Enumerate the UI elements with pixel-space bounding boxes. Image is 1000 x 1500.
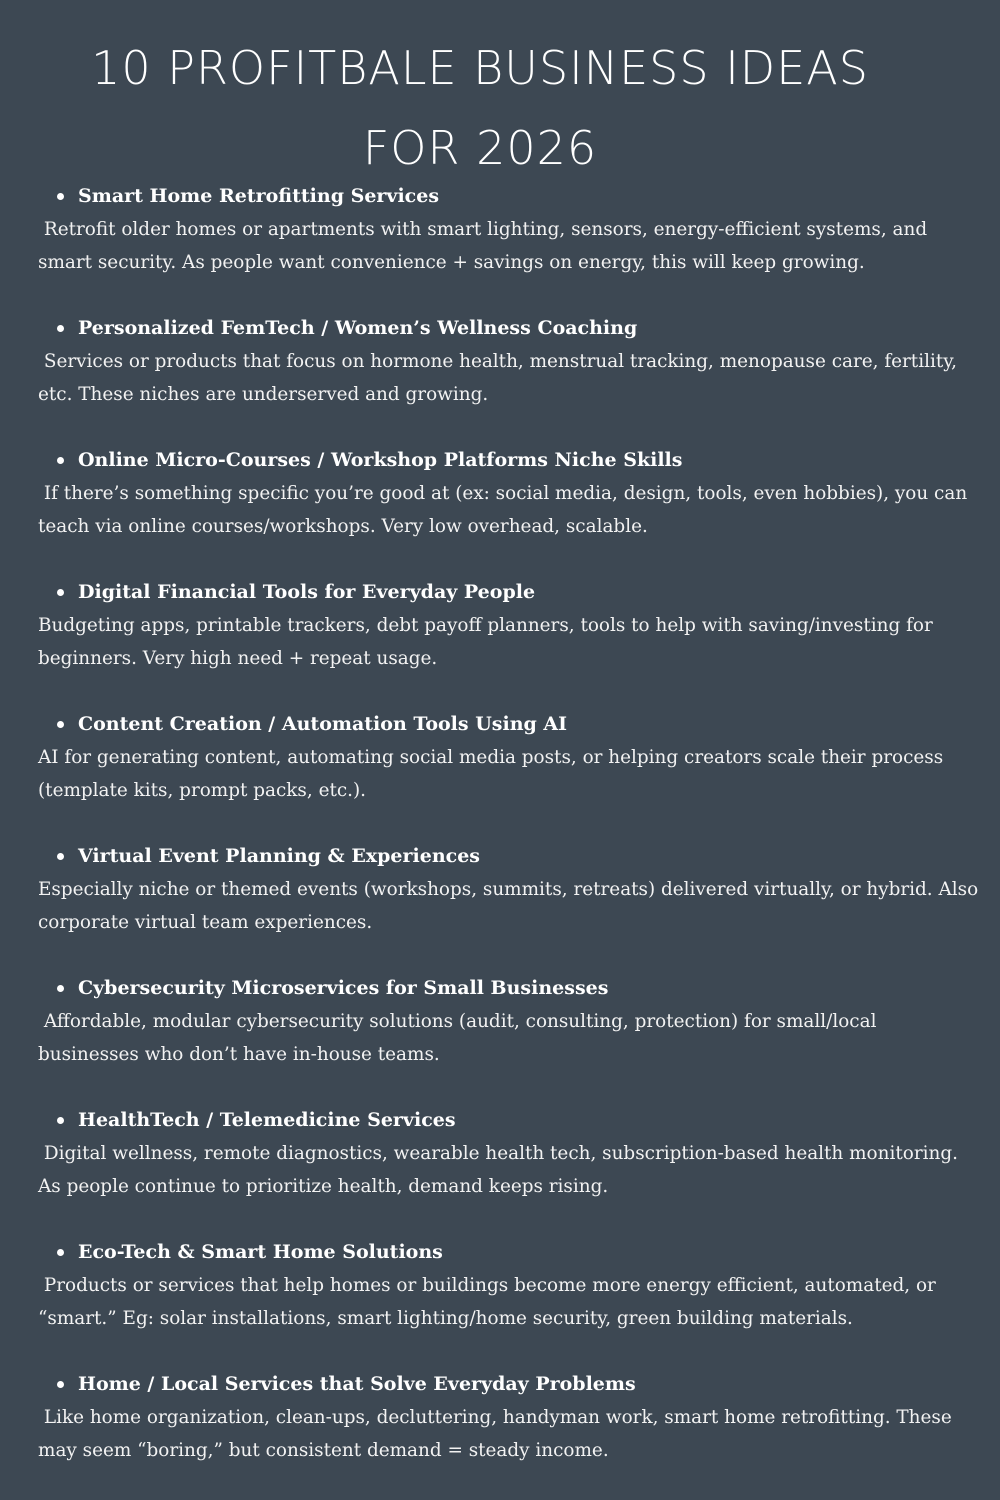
bullet-icon — [57, 325, 64, 332]
idea-heading — [38, 444, 983, 477]
idea-heading — [38, 972, 983, 1005]
bullet-icon — [57, 721, 64, 728]
bullet-icon — [57, 589, 64, 596]
idea-item — [38, 180, 983, 279]
title-line-1: 10 PROFITBALE BUSINESS IDEAS — [91, 41, 869, 95]
idea-heading — [38, 840, 983, 873]
idea-item — [38, 972, 983, 1071]
idea-item — [38, 840, 983, 939]
idea-description: Digital wellness, remote diagnostics, wearable health tech, subscription-based health monitoring. As people continue to prioritize health, demand keeps rising. — [38, 1143, 964, 1197]
idea-heading-text: Smart Home Retrofitting Services — [78, 185, 440, 207]
idea-heading — [38, 576, 983, 609]
idea-description: Products or services that help homes or buildings become more energy efficient, automated, or “smart.” Eg: solar installations, smart lighting/home security, green building materials. — [38, 1275, 942, 1329]
idea-item — [38, 1368, 983, 1467]
bullet-icon — [57, 1381, 64, 1388]
bullet-icon — [57, 1117, 64, 1124]
idea-heading-text: Digital Financial Tools for Everyday People — [78, 581, 536, 603]
page-title — [0, 28, 960, 188]
idea-description: Especially niche or themed events (workshops, summits, retreats) delivered virtually, or hybrid. Also corporate virtual team experiences. — [38, 879, 985, 933]
idea-item — [38, 708, 983, 807]
bullet-icon — [57, 1249, 64, 1256]
idea-heading — [38, 1368, 983, 1401]
idea-description: Services or products that focus on hormone health, menstrual tracking, menopause care, fertility, etc. These niches are underserved and growing. — [38, 351, 963, 405]
idea-heading-text: Eco-Tech & Smart Home Solutions — [78, 1241, 443, 1263]
bullet-icon — [57, 853, 64, 860]
idea-description: Budgeting apps, printable trackers, debt payoff planners, tools to help with saving/investing for beginners. Very high need + repeat usage. — [38, 615, 939, 669]
idea-heading-text: Personalized FemTech / Women’s Wellness Coaching — [78, 317, 638, 339]
idea-heading-text: Cybersecurity Microservices for Small Businesses — [78, 977, 609, 999]
idea-item — [38, 1104, 983, 1203]
idea-description: Affordable, modular cybersecurity solutions (audit, consulting, protection) for small/local businesses who don’t have in-house teams. — [38, 1011, 883, 1065]
idea-item — [38, 312, 983, 411]
bullet-icon — [57, 193, 64, 200]
idea-heading-text: HealthTech / Telemedicine Services — [78, 1109, 456, 1131]
ideas-list — [38, 180, 983, 1500]
idea-description: If there’s something specific you’re good at (ex: social media, design, tools, even hobbies), you can teach via online courses/workshops. Very low overhead, scalable. — [38, 483, 974, 537]
idea-heading-text: Home / Local Services that Solve Everyday Problems — [78, 1373, 636, 1395]
idea-item — [38, 576, 983, 675]
title-line-2: FOR 2026 — [362, 121, 598, 175]
bullet-icon — [57, 457, 64, 464]
idea-item — [38, 444, 983, 543]
idea-item — [38, 1236, 983, 1335]
idea-heading — [38, 1104, 983, 1137]
idea-heading-text: Virtual Event Planning & Experiences — [78, 845, 480, 867]
idea-heading — [38, 708, 983, 741]
idea-heading — [38, 312, 983, 345]
idea-description: AI for generating content, automating social media posts, or helping creators scale their process (template kits, prompt packs, etc.). — [38, 747, 949, 801]
idea-heading-text: Online Micro-Courses / Workshop Platforms Niche Skills — [78, 449, 683, 471]
idea-heading-text: Content Creation / Automation Tools Using AI — [78, 713, 568, 735]
idea-heading — [38, 1236, 983, 1269]
idea-heading — [38, 180, 983, 213]
idea-description: Like home organization, clean-ups, decluttering, handyman work, smart home retrofitting. These may seem “boring,” but consistent demand = steady income. — [38, 1407, 958, 1461]
idea-description: Retrofit older homes or apartments with smart lighting, sensors, energy-efficient systems, and smart security. As people want convenience + savings on energy, this will keep growing. — [38, 219, 933, 273]
bullet-icon — [57, 985, 64, 992]
